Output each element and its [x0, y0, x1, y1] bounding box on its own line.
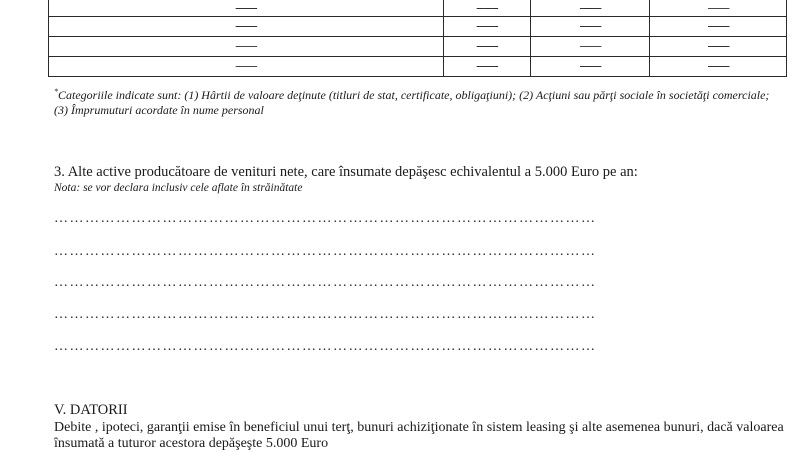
placeholder-dashes: --------	[235, 40, 257, 52]
section-5-title: V. DATORII	[54, 402, 128, 418]
table-footnote	[54, 84, 784, 118]
table-row	[49, 57, 787, 77]
placeholder-dashes: --------	[235, 20, 257, 32]
table-cell	[443, 57, 530, 77]
footnote-text: Categoriile indicate sunt: (1) Hârtii de valoare deţinute (titluri de stat, certificate, obligaţiuni); (2) Acţiuni sau părţi sociale în societăţi comerciale; (3) Împrumuturi acordate în nume personal	[54, 88, 770, 117]
assets-table	[48, 0, 787, 77]
placeholder-dashes: --------	[235, 60, 257, 72]
placeholder-dashes: --------	[579, 40, 601, 52]
placeholder-dashes: --------	[476, 1, 498, 14]
placeholder-dashes: --------	[235, 1, 257, 14]
table-cell	[530, 57, 650, 77]
table-cell	[49, 0, 444, 17]
table-cell	[49, 37, 444, 57]
footnote-marker: *	[54, 87, 58, 96]
dotted-fill-line: ……………………………………………………………………………………………	[54, 340, 597, 354]
dotted-fill-line: ……………………………………………………………………………………………	[54, 212, 597, 226]
table-row	[49, 17, 787, 37]
placeholder-dashes: --------	[707, 20, 729, 32]
assets-table-wrapper	[48, 0, 787, 77]
placeholder-dashes: --------	[579, 1, 601, 14]
placeholder-dashes: --------	[476, 40, 498, 52]
table-cell	[443, 17, 530, 37]
table-row	[49, 0, 787, 17]
table-cell	[49, 57, 444, 77]
table-row	[49, 37, 787, 57]
section-3-note: Nota: se vor declara inclusiv cele aflate în străinătate	[54, 182, 303, 194]
table-cell	[530, 17, 650, 37]
placeholder-dashes: --------	[579, 20, 601, 32]
section-5-description: Debite , ipoteci, garanţii emise în beneficiul unui terţ, bunuri achiziţionate în sistem leasing şi alte asemenea bunuri, dacă valoarea însumată a tuturor acestora depăşeşte 5.000 Euro	[54, 420, 784, 451]
table-cell	[443, 0, 530, 17]
placeholder-dashes: --------	[707, 40, 729, 52]
section-3-title: 3. Alte active producătoare de venituri nete, care însumate depăşesc echivalentul a 5.000 Euro pe an:	[54, 164, 638, 180]
placeholder-dashes: --------	[579, 60, 601, 72]
placeholder-dashes: --------	[707, 60, 729, 72]
placeholder-dashes: --------	[476, 60, 498, 72]
dotted-fill-line: ……………………………………………………………………………………………	[54, 276, 597, 290]
table-cell	[650, 0, 787, 17]
table-cell	[530, 37, 650, 57]
table-cell	[650, 37, 787, 57]
table-cell	[650, 17, 787, 37]
table-cell	[443, 37, 530, 57]
table-cell	[49, 17, 444, 37]
table-cell	[530, 0, 650, 17]
dotted-fill-line: ……………………………………………………………………………………………	[54, 245, 597, 259]
placeholder-dashes: --------	[476, 20, 498, 32]
table-cell	[650, 57, 787, 77]
placeholder-dashes: --------	[707, 1, 729, 14]
dotted-fill-line: ……………………………………………………………………………………………	[54, 308, 597, 322]
